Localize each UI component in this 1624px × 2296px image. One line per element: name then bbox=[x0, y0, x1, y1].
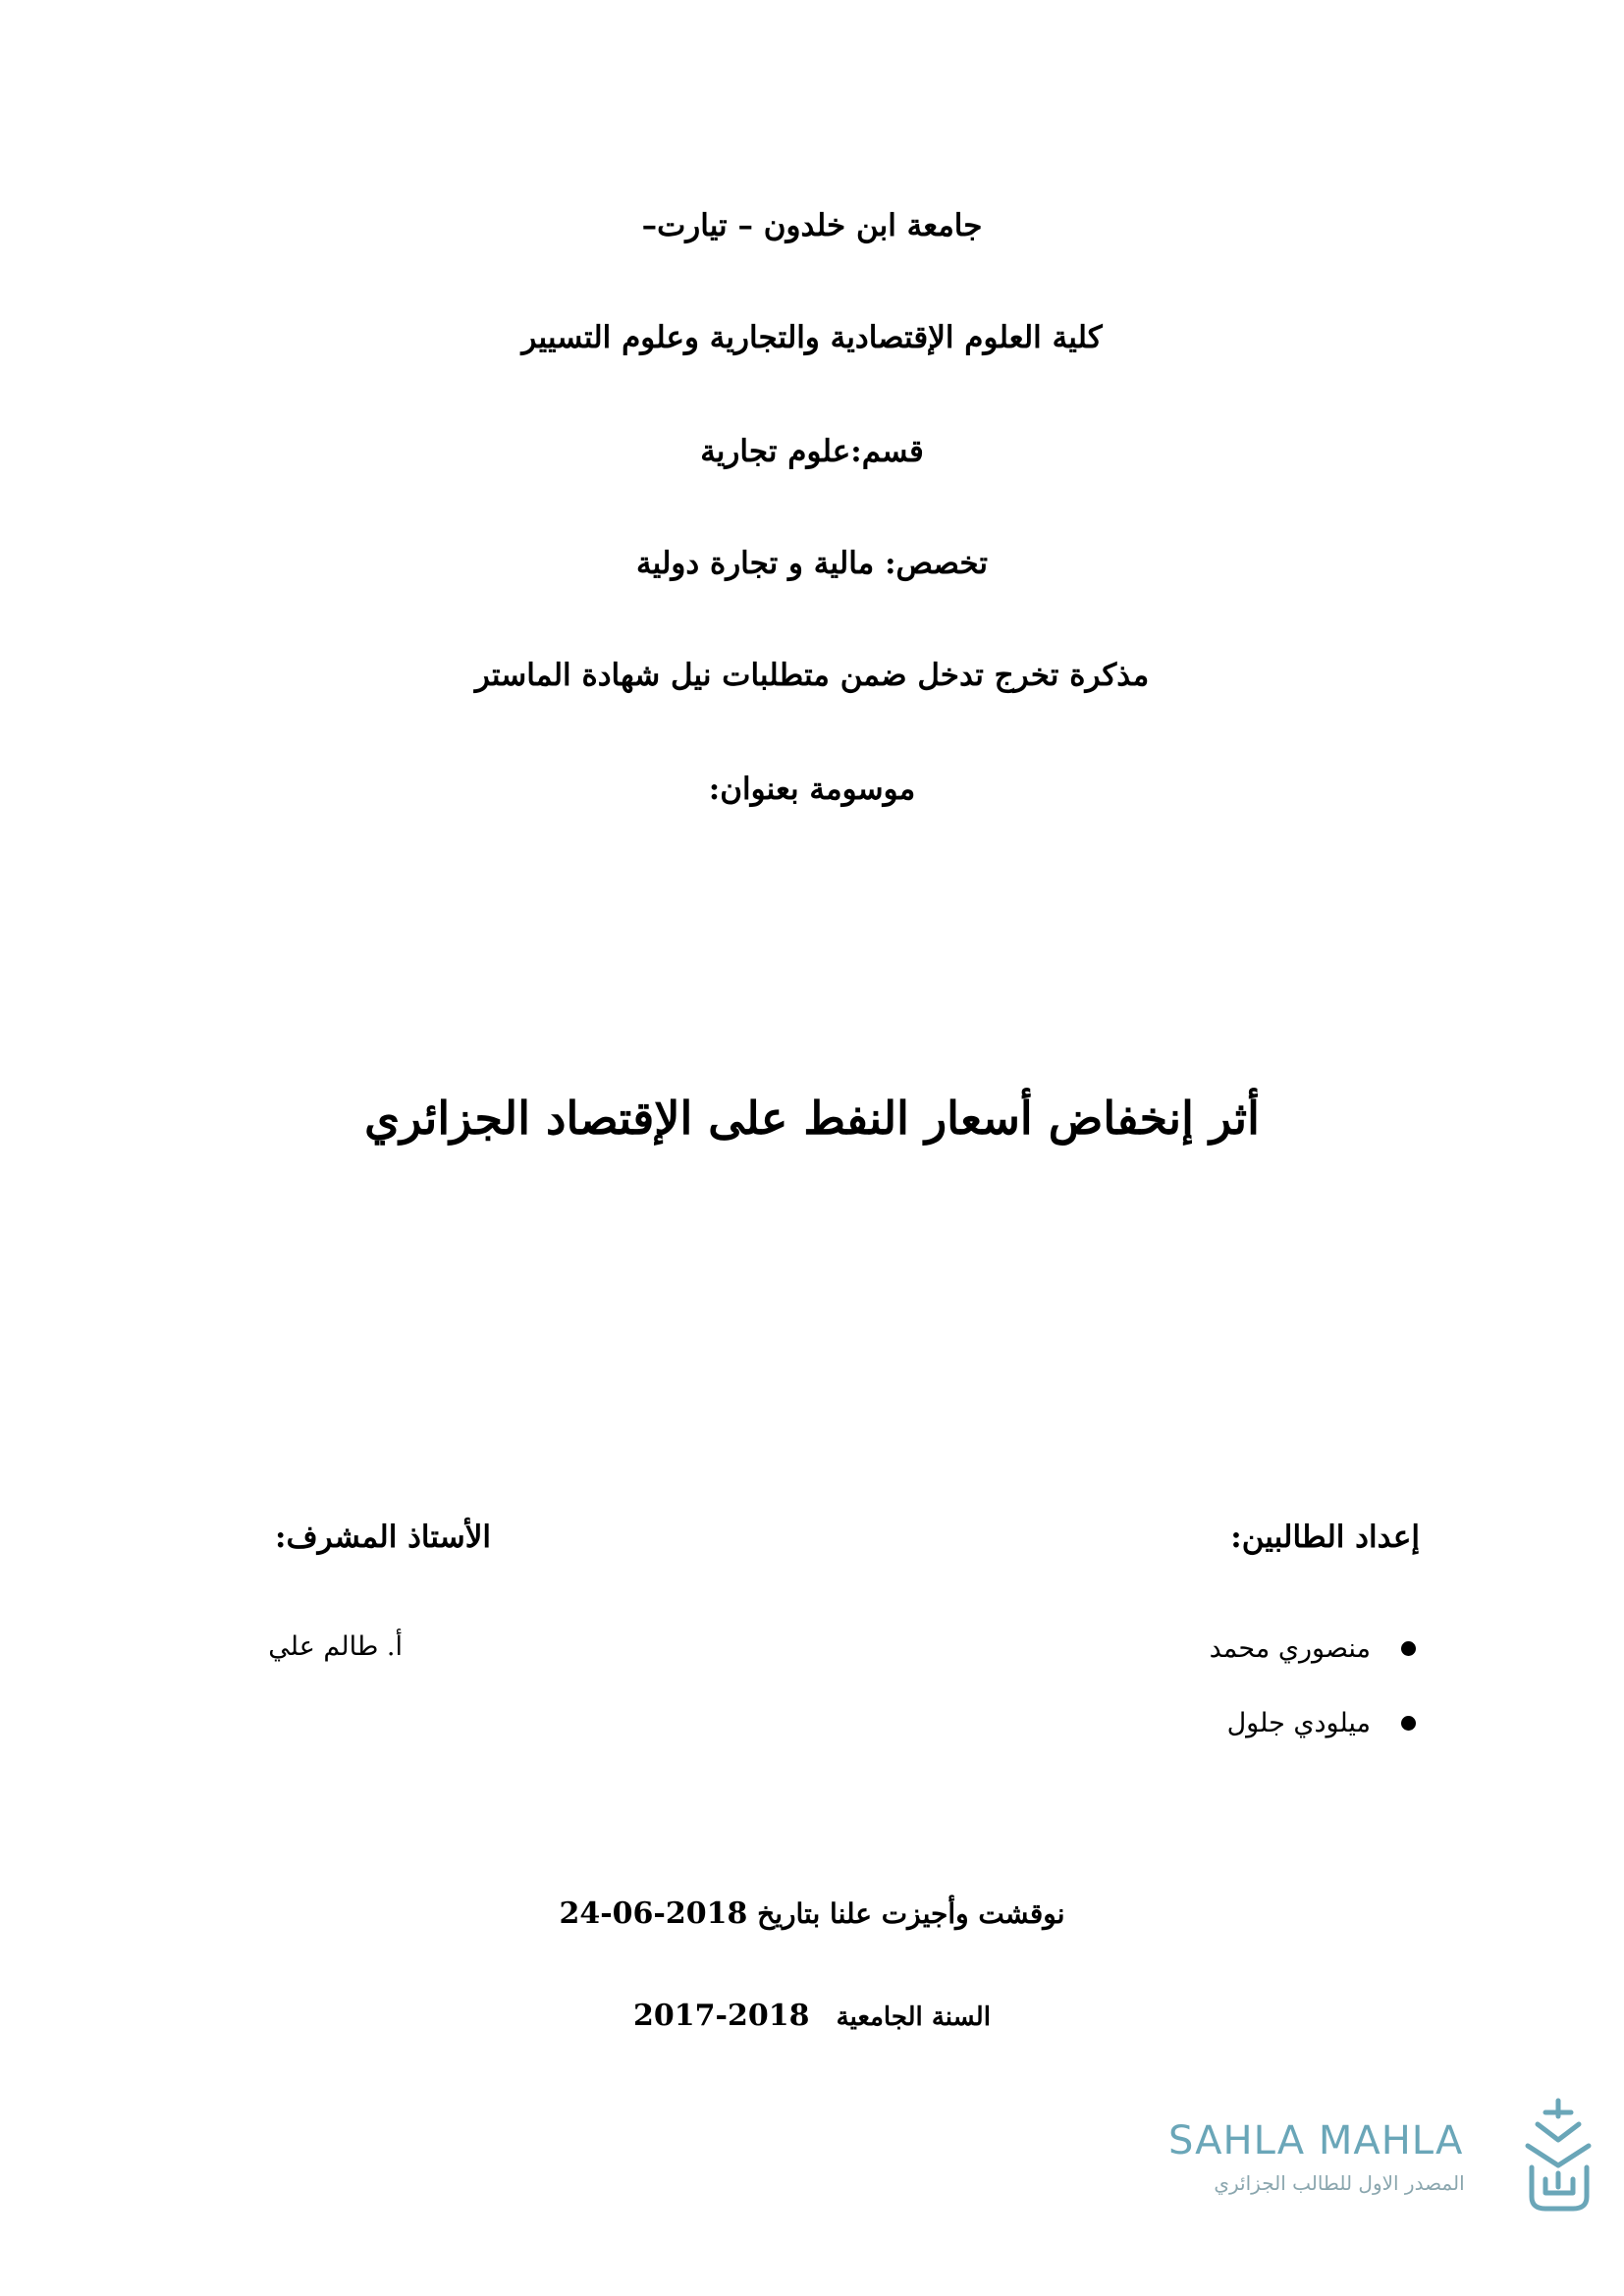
student-name: ميلودي جلول bbox=[1226, 1708, 1371, 1738]
students-label: إعداد الطالبين: bbox=[1230, 1520, 1420, 1555]
bullet-icon bbox=[1401, 1716, 1416, 1731]
academic-year-label: السنة الجامعية bbox=[836, 2002, 991, 2032]
university-name: جامعة ابن خلدون – تيارت– bbox=[641, 208, 983, 243]
watermark-logo bbox=[1168, 2091, 1600, 2218]
bullet-icon bbox=[1401, 1641, 1416, 1656]
memo-description: مذكرة تخرج تدخل ضمن متطلبات نيل شهادة الماستر bbox=[474, 658, 1150, 693]
logo-tagline: المصدر الاول للطالب الجزائري bbox=[1214, 2171, 1465, 2195]
department-name: قسم:علوم تجارية bbox=[700, 434, 924, 469]
student-name: منصوري محمد bbox=[1209, 1633, 1371, 1664]
academic-year bbox=[0, 1999, 1624, 2033]
list-item bbox=[1210, 1704, 1371, 1743]
defense-text: نوقشت وأجيزت علنا بتاريخ bbox=[757, 1897, 1065, 1930]
defense-statement bbox=[0, 1896, 1624, 1931]
thesis-title: أثر إنخفاض أسعار النفط على الإقتصاد الجزائري bbox=[364, 1092, 1260, 1145]
academic-year-value: 2017-2018 bbox=[633, 1999, 810, 2033]
student-list bbox=[1210, 1629, 1371, 1779]
faculty-name: كلية العلوم الإقتصادية والتجارية وعلوم التسيير bbox=[521, 320, 1103, 355]
supervisor-label: الأستاذ المشرف: bbox=[275, 1520, 491, 1555]
calligraphic-emblem-icon bbox=[1516, 2095, 1600, 2215]
defense-date: 24-06-2018 bbox=[559, 1896, 748, 1931]
supervisor-name: أ. طالم علي bbox=[268, 1631, 403, 1662]
specialty-name: تخصص: مالية و تجارة دولية bbox=[635, 546, 989, 581]
logo-brand: SAHLA MAHLA bbox=[1168, 2118, 1464, 2163]
list-item bbox=[1210, 1629, 1371, 1669]
titled-label: موسومة بعنوان: bbox=[708, 772, 916, 807]
